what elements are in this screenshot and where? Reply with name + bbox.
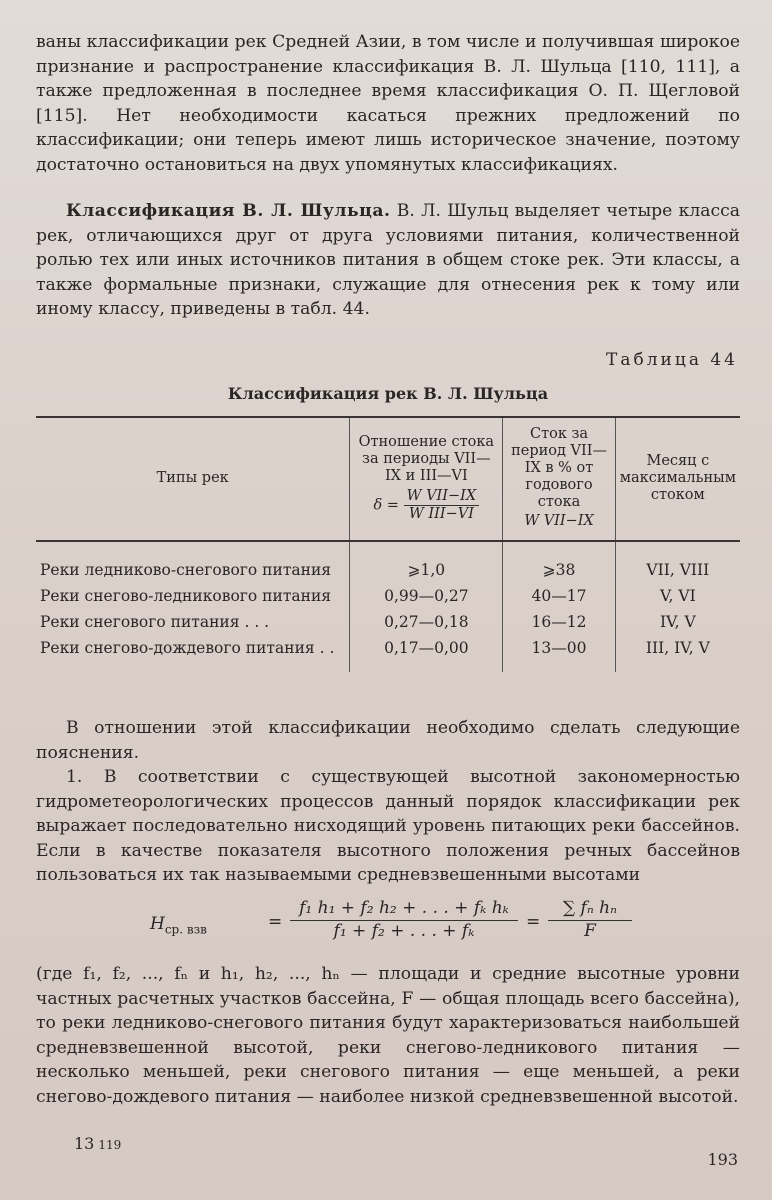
cell-month: IV, V: [615, 609, 740, 635]
cell-type: Реки снегово-дождевого питания . .: [40, 639, 335, 657]
header-ratio-text: Отношение стока за периоды VII—IX и III—VI: [358, 433, 495, 484]
formula-denominator-1: f₁ + f₂ + . . . + fₖ: [333, 921, 475, 941]
table-row: [36, 635, 740, 672]
ratio-numerator: W VII−IX: [404, 488, 480, 506]
header-share: [503, 417, 615, 541]
table-row: [36, 609, 740, 635]
paragraph-formula-explanation-text: (где f₁, f₂, ..., fₙ и h₁, h₂, ..., hₙ — площади и средние высотные уровни частных расчетных участков бассейна, F — общая площадь всего бассейна), то реки ледниково-снегового питания будут характеризоваться наибольшей средневзвешенной высотой, реки снегово-ледникового питания — несколько меньшей, реки снегового питания — еще меньшей, а реки снегово-дождевого питания — наиболее низкой средневзвешенной высотой.: [36, 964, 740, 1107]
table-number: Таблица 44: [606, 350, 738, 370]
cell-ratio: ⩾1,0: [350, 541, 503, 583]
printer-signature: [74, 1134, 121, 1153]
page-number: 193: [707, 1150, 738, 1169]
formula-equals-1: =: [268, 912, 283, 932]
share-symbol: W VII−IX: [524, 513, 594, 529]
schultz-heading: Классификация В. Л. Шульца.: [66, 201, 391, 221]
header-share-text: Сток за период VII—IX в % от годового стока: [511, 426, 607, 510]
formula-lhs-sub: ср. взв: [164, 922, 207, 937]
formula-numerator-1: f₁ h₁ + f₂ h₂ + . . . + fₖ hₖ: [290, 898, 518, 921]
header-ratio: [350, 417, 503, 541]
paragraph-formula-explanation: [36, 962, 740, 1110]
table-row: [36, 541, 740, 583]
table-row: [36, 583, 740, 609]
paragraph-notes-intro-text: В отношении этой классификации необходимо сделать следующие пояснения.: [36, 718, 740, 763]
signature-number: 13: [74, 1134, 95, 1153]
cell-ratio: 0,99—0,27: [350, 583, 503, 609]
table-header-row: [36, 417, 740, 541]
cell-share: ⩾38: [503, 541, 615, 583]
paragraph-intro-text: ваны классификации рек Средней Азии, в том числе и получившая широкое признание и распространение классификация В. Л. Шульца [110, 111], а также предложенная в последнее время классификация О. П. Щегловой [115]. Нет необходимости касаться прежних предложений по классификации; они теперь имеют лишь историческое значение, поэтому достаточно остановиться на двух упомянутых классификациях.: [36, 32, 740, 175]
ratio-fraction: [404, 488, 480, 523]
classification-table: [36, 416, 740, 672]
paragraph-intro: [36, 30, 740, 178]
cell-month: III, IV, V: [615, 635, 740, 672]
table-title: Классификация рек В. Л. Шульца: [227, 384, 549, 403]
formula-fraction-2: [548, 898, 632, 941]
paragraph-schultz: [36, 199, 740, 322]
cell-type: Реки ледниково-снегового питания: [40, 561, 332, 579]
formula-numerator-2: ∑ fₙ hₙ: [548, 898, 632, 921]
header-month: Месяц с максимальным стоком: [615, 417, 740, 541]
paragraph-notes-intro: [36, 716, 740, 765]
formula-lhs: H: [150, 914, 165, 934]
paragraph-note-1: [36, 765, 740, 888]
cell-ratio: 0,17—0,00: [350, 635, 503, 672]
cell-share: 13—00: [503, 635, 615, 672]
paragraph-note-1-text: 1. В соответствии с существующей высотной закономерностью гидрометеорологических процессов данный порядок классификации рек выражает последовательно нисходящий уровень питающих реки бассейнов. Если в качестве показателя высотного положения речных бассейнов пользоваться их так называемыми средневзвешенными высотами: [36, 767, 740, 886]
weighted-height-formula: [150, 898, 710, 952]
cell-month: VII, VIII: [615, 541, 740, 583]
formula-equals-2: =: [526, 912, 541, 932]
schultz-text: В. Л. Шульц выделяет четыре класса рек, отличающихся друг от друга условиями питания, количественной ролью тех или иных источников питания в общем стоке рек. Эти классы, а также формальные признаки, служащие для отнесения рек к тому или иному классу, приведены в табл. 44.: [36, 201, 741, 320]
cell-month: V, VI: [615, 583, 740, 609]
formula-fraction-1: [290, 898, 518, 941]
ratio-denominator: W III−VI: [408, 505, 474, 522]
cell-ratio: 0,27—0,18: [350, 609, 503, 635]
cell-share: 16—12: [503, 609, 615, 635]
ratio-symbol: δ =: [373, 497, 399, 513]
cell-type: Реки снегового питания . . .: [40, 613, 270, 631]
cell-type: Реки снегово-ледникового питания: [40, 587, 332, 605]
header-type: Типы рек: [156, 469, 229, 486]
cell-share: 40—17: [503, 583, 615, 609]
signature-small: 119: [98, 1138, 122, 1152]
formula-denominator-2: F: [584, 921, 596, 941]
